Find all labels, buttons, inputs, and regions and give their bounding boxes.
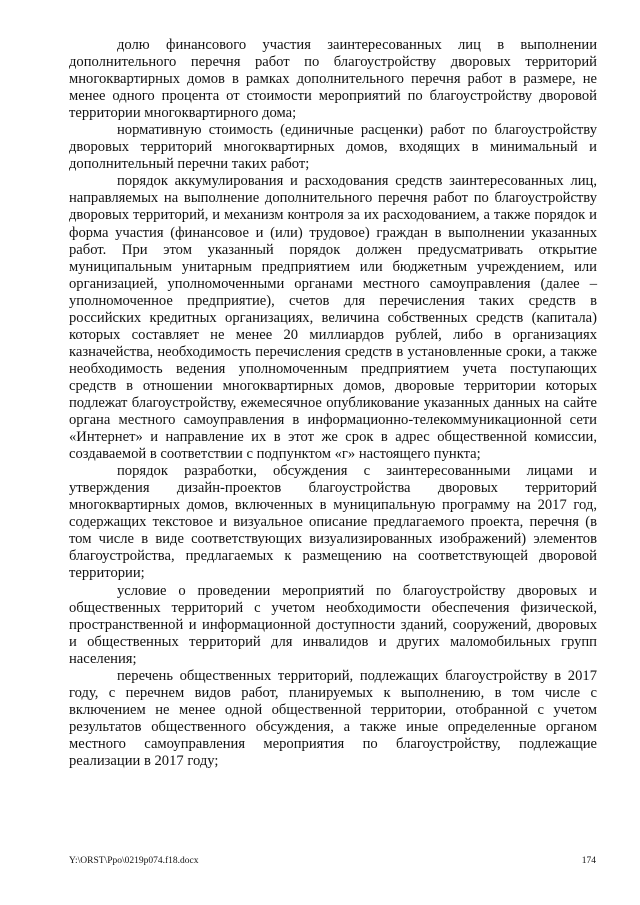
paragraph: долю финансового участия заинтересованных лиц в выполнении дополнительного перечня работ по благоустройству дворовых территорий многоквартирных домов в рамках дополнительного перечня работ в размере, не менее одного процента от стоимости мероприятий по благоустройству дворовой территории многоквартирного дома;	[69, 37, 597, 122]
paragraph: перечень общественных территорий, подлежащих благоустройству в 2017 году, с перечнем видов работ, планируемых к выполнению, в том числе с включением не менее одной общественной территории, отобранной с учетом результатов общественного обсуждения, а также иные определенные органом местного самоуправления мероприятия по благоустройству, подлежащие реализации в 2017 году;	[69, 667, 597, 769]
paragraph: порядок аккумулирования и расходования средств заинтересованных лиц, направляемых на выполнение дополнительного перечня работ по благоустройству дворовых территорий, и механизм контроля за их расходованием, а также порядок и форма участия (финансовое и (или) трудовое) граждан в выполнении указанных работ. При этом указанный порядок должен предусматривать открытие муниципальным унитарным предприятием или бюджетным учреждением, или организацией, уполномоченными органами местного самоуправления (далее – уполномоченное предприятие), счетов для перечисления таких средств в российских кредитных организациях, величина собственных средств (капитала) которых составляет не менее 20 миллиардов рублей, либо в организациях казначейства, необходимость перечисления средств в установленные сроки, а также необходимость ведения уполномоченным предприятием учета поступающих средств в отношении многоквартирных домов, дворовые территории которых подлежат благоустройству, ежемесячное опубликование указанных данных на сайте органа местного самоуправления в информационно-телекоммуникационной сети «Интернет» и направление их в этот же срок в адрес общественной комиссии, создаваемой в соответствии с подпунктом «г» настоящего пункта;	[69, 173, 597, 463]
footer-page-number: 174	[581, 856, 596, 866]
paragraph: нормативную стоимость (единичные расценки) работ по благоустройству дворовых территорий многоквартирных домов, входящих в минимальный и дополнительный перечни таких работ;	[69, 122, 597, 173]
paragraph: порядок разработки, обсуждения с заинтересованными лицами и утверждения дизайн-проектов благоустройства дворовых территорий многоквартирных домов, включенных в муниципальную программу на 2017 год, содержащих текстовое и визуальное описание предлагаемого проекта, перечня (в том числе в виде соответствующих визуализированных изображений) элементов благоустройства, предлагаемых к размещению на соответствующей дворовой территории;	[69, 463, 597, 582]
footer-file-path: Y:\ORST\Ppo\0219p074.f18.docx	[69, 856, 199, 866]
document-body	[69, 37, 597, 770]
paragraph: условие о проведении мероприятий по благоустройству дворовых и общественных территорий с учетом необходимости обеспечения физической, пространственной и информационной доступности зданий, сооружений, дворовых и общественных территорий для инвалидов и других маломобильных групп населения;	[69, 582, 597, 667]
